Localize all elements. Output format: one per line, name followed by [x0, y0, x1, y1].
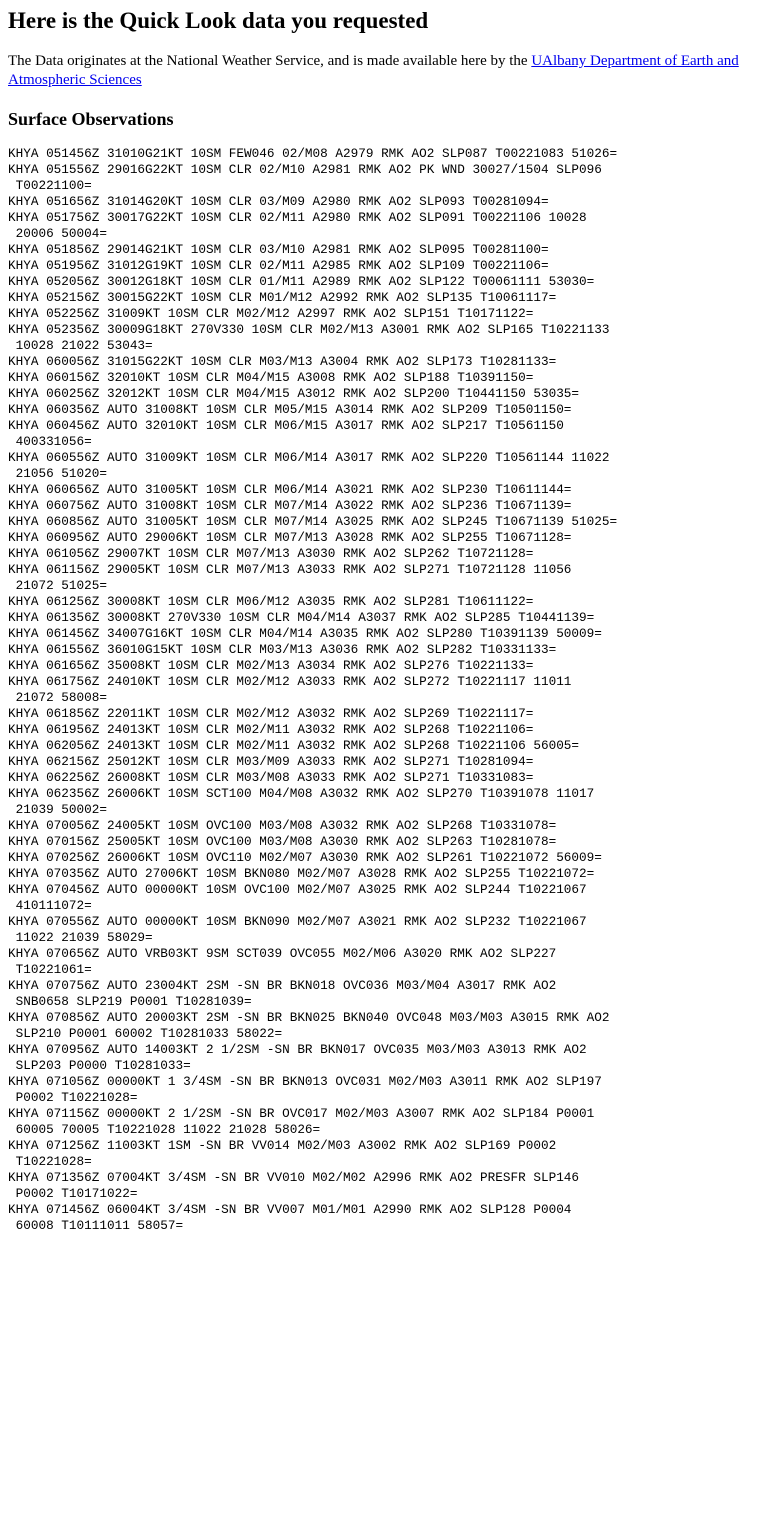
observation-line: KHYA 061156Z 29005KT 10SM CLR M07/M13 A3033 RMK AO2 SLP271 T10721128 11056	[8, 562, 572, 577]
observation-line: KHYA 071156Z 00000KT 2 1/2SM -SN BR OVC017 M02/M03 A3007 RMK AO2 SLP184 P0001	[8, 1106, 595, 1121]
observation-line: KHYA 052156Z 30015G22KT 10SM CLR M01/M12 A2992 RMK AO2 SLP135 T10061117=	[8, 290, 557, 305]
page-title: Here is the Quick Look data you requested	[8, 8, 429, 33]
observation-line: P0002 T10221028=	[8, 1090, 138, 1105]
observation-line: KHYA 061456Z 34007G16KT 10SM CLR M04/M14 A3035 RMK AO2 SLP280 T10391139 50009=	[8, 626, 602, 641]
observation-line: 21072 51025=	[8, 578, 107, 593]
observation-line: T10221061=	[8, 962, 92, 977]
observation-line: KHYA 071056Z 00000KT 1 3/4SM -SN BR BKN013 OVC031 M02/M03 A3011 RMK AO2 SLP197	[8, 1074, 602, 1089]
observation-line: KHYA 052356Z 30009G18KT 270V330 10SM CLR M02/M13 A3001 RMK AO2 SLP165 T10221133	[8, 322, 610, 337]
observation-line: KHYA 070756Z AUTO 23004KT 2SM -SN BR BKN018 OVC036 M03/M04 A3017 RMK AO2	[8, 978, 557, 993]
observation-line: KHYA 070856Z AUTO 20003KT 2SM -SN BR BKN025 BKN040 OVC048 M03/M03 A3015 RMK AO2	[8, 1010, 610, 1025]
observation-line: P0002 T10171022=	[8, 1186, 138, 1201]
observation-line: KHYA 070256Z 26006KT 10SM OVC110 M02/M07 A3030 RMK AO2 SLP261 T10221072 56009=	[8, 850, 602, 865]
observation-line: KHYA 052256Z 31009KT 10SM CLR M02/M12 A2997 RMK AO2 SLP151 T10171122=	[8, 306, 534, 321]
observation-line: KHYA 060556Z AUTO 31009KT 10SM CLR M06/M14 A3017 RMK AO2 SLP220 T10561144 11022	[8, 450, 610, 465]
observation-line: KHYA 051956Z 31012G19KT 10SM CLR 02/M11 A2985 RMK AO2 SLP109 T00221106=	[8, 258, 549, 273]
observation-line: KHYA 061956Z 24013KT 10SM CLR M02/M11 A3032 RMK AO2 SLP268 T10221106=	[8, 722, 534, 737]
observation-line: 60005 70005 T10221028 11022 21028 58026=	[8, 1122, 321, 1137]
observation-line: KHYA 060956Z AUTO 29006KT 10SM CLR M07/M13 A3028 RMK AO2 SLP255 T10671128=	[8, 530, 572, 545]
observation-line: KHYA 070456Z AUTO 00000KT 10SM OVC100 M02/M07 A3025 RMK AO2 SLP244 T10221067	[8, 882, 587, 897]
observation-line: KHYA 060456Z AUTO 32010KT 10SM CLR M06/M15 A3017 RMK AO2 SLP217 T10561150	[8, 418, 564, 433]
observation-line: KHYA 071356Z 07004KT 3/4SM -SN BR VV010 M02/M02 A2996 RMK AO2 PRESFR SLP146	[8, 1170, 580, 1185]
observation-line: KHYA 060856Z AUTO 31005KT 10SM CLR M07/M14 A3025 RMK AO2 SLP245 T10671139 51025=	[8, 514, 618, 529]
observation-line: 20006 50004=	[8, 226, 107, 241]
observation-line: 21072 58008=	[8, 690, 107, 705]
observation-line: KHYA 070956Z AUTO 14003KT 2 1/2SM -SN BR BKN017 OVC035 M03/M03 A3013 RMK AO2	[8, 1042, 587, 1057]
observation-line: 60008 T10111011 58057=	[8, 1218, 184, 1233]
observation-line: KHYA 060356Z AUTO 31008KT 10SM CLR M05/M15 A3014 RMK AO2 SLP209 T10501150=	[8, 402, 572, 417]
observation-line: KHYA 062356Z 26006KT 10SM SCT100 M04/M08 A3032 RMK AO2 SLP270 T10391078 11017	[8, 786, 595, 801]
observation-line: KHYA 070056Z 24005KT 10SM OVC100 M03/M08 A3032 RMK AO2 SLP268 T10331078=	[8, 818, 557, 833]
observation-line: KHYA 051456Z 31010G21KT 10SM FEW046 02/M08 A2979 RMK AO2 SLP087 T00221083 51026=	[8, 146, 618, 161]
observation-line: KHYA 052056Z 30012G18KT 10SM CLR 01/M11 A2989 RMK AO2 SLP122 T00061111 53030=	[8, 274, 595, 289]
observation-line: 21056 51020=	[8, 466, 107, 481]
observation-line: KHYA 070556Z AUTO 00000KT 10SM BKN090 M02/M07 A3021 RMK AO2 SLP232 T10221067	[8, 914, 587, 929]
observation-line: KHYA 071256Z 11003KT 1SM -SN BR VV014 M02/M03 A3002 RMK AO2 SLP169 P0002	[8, 1138, 557, 1153]
observation-line: KHYA 070356Z AUTO 27006KT 10SM BKN080 M02/M07 A3028 RMK AO2 SLP255 T10221072=	[8, 866, 595, 881]
observation-line: KHYA 062056Z 24013KT 10SM CLR M02/M11 A3032 RMK AO2 SLP268 T10221106 56005=	[8, 738, 580, 753]
observation-line: KHYA 060156Z 32010KT 10SM CLR M04/M15 A3008 RMK AO2 SLP188 T10391150=	[8, 370, 534, 385]
observation-line: KHYA 060656Z AUTO 31005KT 10SM CLR M06/M14 A3021 RMK AO2 SLP230 T10611144=	[8, 482, 572, 497]
observation-line: KHYA 051556Z 29016G22KT 10SM CLR 02/M10 A2981 RMK AO2 PK WND 30027/1504 SLP096	[8, 162, 602, 177]
observation-line: KHYA 062156Z 25012KT 10SM CLR M03/M09 A3033 RMK AO2 SLP271 T10281094=	[8, 754, 534, 769]
observation-line: 410111072=	[8, 898, 92, 913]
observation-line: KHYA 061256Z 30008KT 10SM CLR M06/M12 A3035 RMK AO2 SLP281 T10611122=	[8, 594, 534, 609]
observation-line: KHYA 070656Z AUTO VRB03KT 9SM SCT039 OVC055 M02/M06 A3020 RMK AO2 SLP227	[8, 946, 557, 961]
observation-line: 10028 21022 53043=	[8, 338, 153, 353]
observation-line: KHYA 060056Z 31015G22KT 10SM CLR M03/M13 A3004 RMK AO2 SLP173 T10281133=	[8, 354, 557, 369]
ualbany-link[interactable]: UAlbany Department of Earth and Atmospheric Sciences	[8, 53, 739, 88]
observation-line: T10221028=	[8, 1154, 92, 1169]
observation-line: 400331056=	[8, 434, 92, 449]
observation-line: KHYA 061656Z 35008KT 10SM CLR M02/M13 A3034 RMK AO2 SLP276 T10221133=	[8, 658, 534, 673]
intro-text: The Data originates at the National Weather Service, and is made available here by the	[8, 53, 532, 69]
observation-line: KHYA 060256Z 32012KT 10SM CLR M04/M15 A3012 RMK AO2 SLP200 T10441150 53035=	[8, 386, 580, 401]
observation-line: SLP210 P0001 60002 T10281033 58022=	[8, 1026, 283, 1041]
observation-line: KHYA 051656Z 31014G20KT 10SM CLR 03/M09 A2980 RMK AO2 SLP093 T00281094=	[8, 194, 549, 209]
observation-line: KHYA 062256Z 26008KT 10SM CLR M03/M08 A3033 RMK AO2 SLP271 T10331083=	[8, 770, 534, 785]
observation-line: KHYA 060756Z AUTO 31008KT 10SM CLR M07/M14 A3022 RMK AO2 SLP236 T10671139=	[8, 498, 572, 513]
observation-line: 11022 21039 58029=	[8, 930, 153, 945]
observation-line: KHYA 061856Z 22011KT 10SM CLR M02/M12 A3032 RMK AO2 SLP269 T10221117=	[8, 706, 534, 721]
observation-line: KHYA 061356Z 30008KT 270V330 10SM CLR M04/M14 A3037 RMK AO2 SLP285 T10441139=	[8, 610, 595, 625]
observation-line: KHYA 071456Z 06004KT 3/4SM -SN BR VV007 M01/M01 A2990 RMK AO2 SLP128 P0004	[8, 1202, 572, 1217]
observation-line: KHYA 061756Z 24010KT 10SM CLR M02/M12 A3033 RMK AO2 SLP272 T10221117 11011	[8, 674, 572, 689]
intro-paragraph	[8, 52, 772, 90]
section-heading: Surface Observations	[8, 109, 174, 129]
observation-line: T00221100=	[8, 178, 92, 193]
observation-line: KHYA 070156Z 25005KT 10SM OVC100 M03/M08 A3030 RMK AO2 SLP263 T10281078=	[8, 834, 557, 849]
observation-line: SLP203 P0000 T10281033=	[8, 1058, 191, 1073]
observation-line: KHYA 051756Z 30017G22KT 10SM CLR 02/M11 A2980 RMK AO2 SLP091 T00221106 10028	[8, 210, 587, 225]
observation-line: KHYA 061056Z 29007KT 10SM CLR M07/M13 A3030 RMK AO2 SLP262 T10721128=	[8, 546, 534, 561]
observation-line: SNB0658 SLP219 P0001 T10281039=	[8, 994, 252, 1009]
observation-line: KHYA 061556Z 36010G15KT 10SM CLR M03/M13 A3036 RMK AO2 SLP282 T10331133=	[8, 642, 557, 657]
observation-line: KHYA 051856Z 29014G21KT 10SM CLR 03/M10 A2981 RMK AO2 SLP095 T00281100=	[8, 242, 549, 257]
observation-line: 21039 50002=	[8, 802, 107, 817]
observations-block	[8, 146, 772, 1234]
